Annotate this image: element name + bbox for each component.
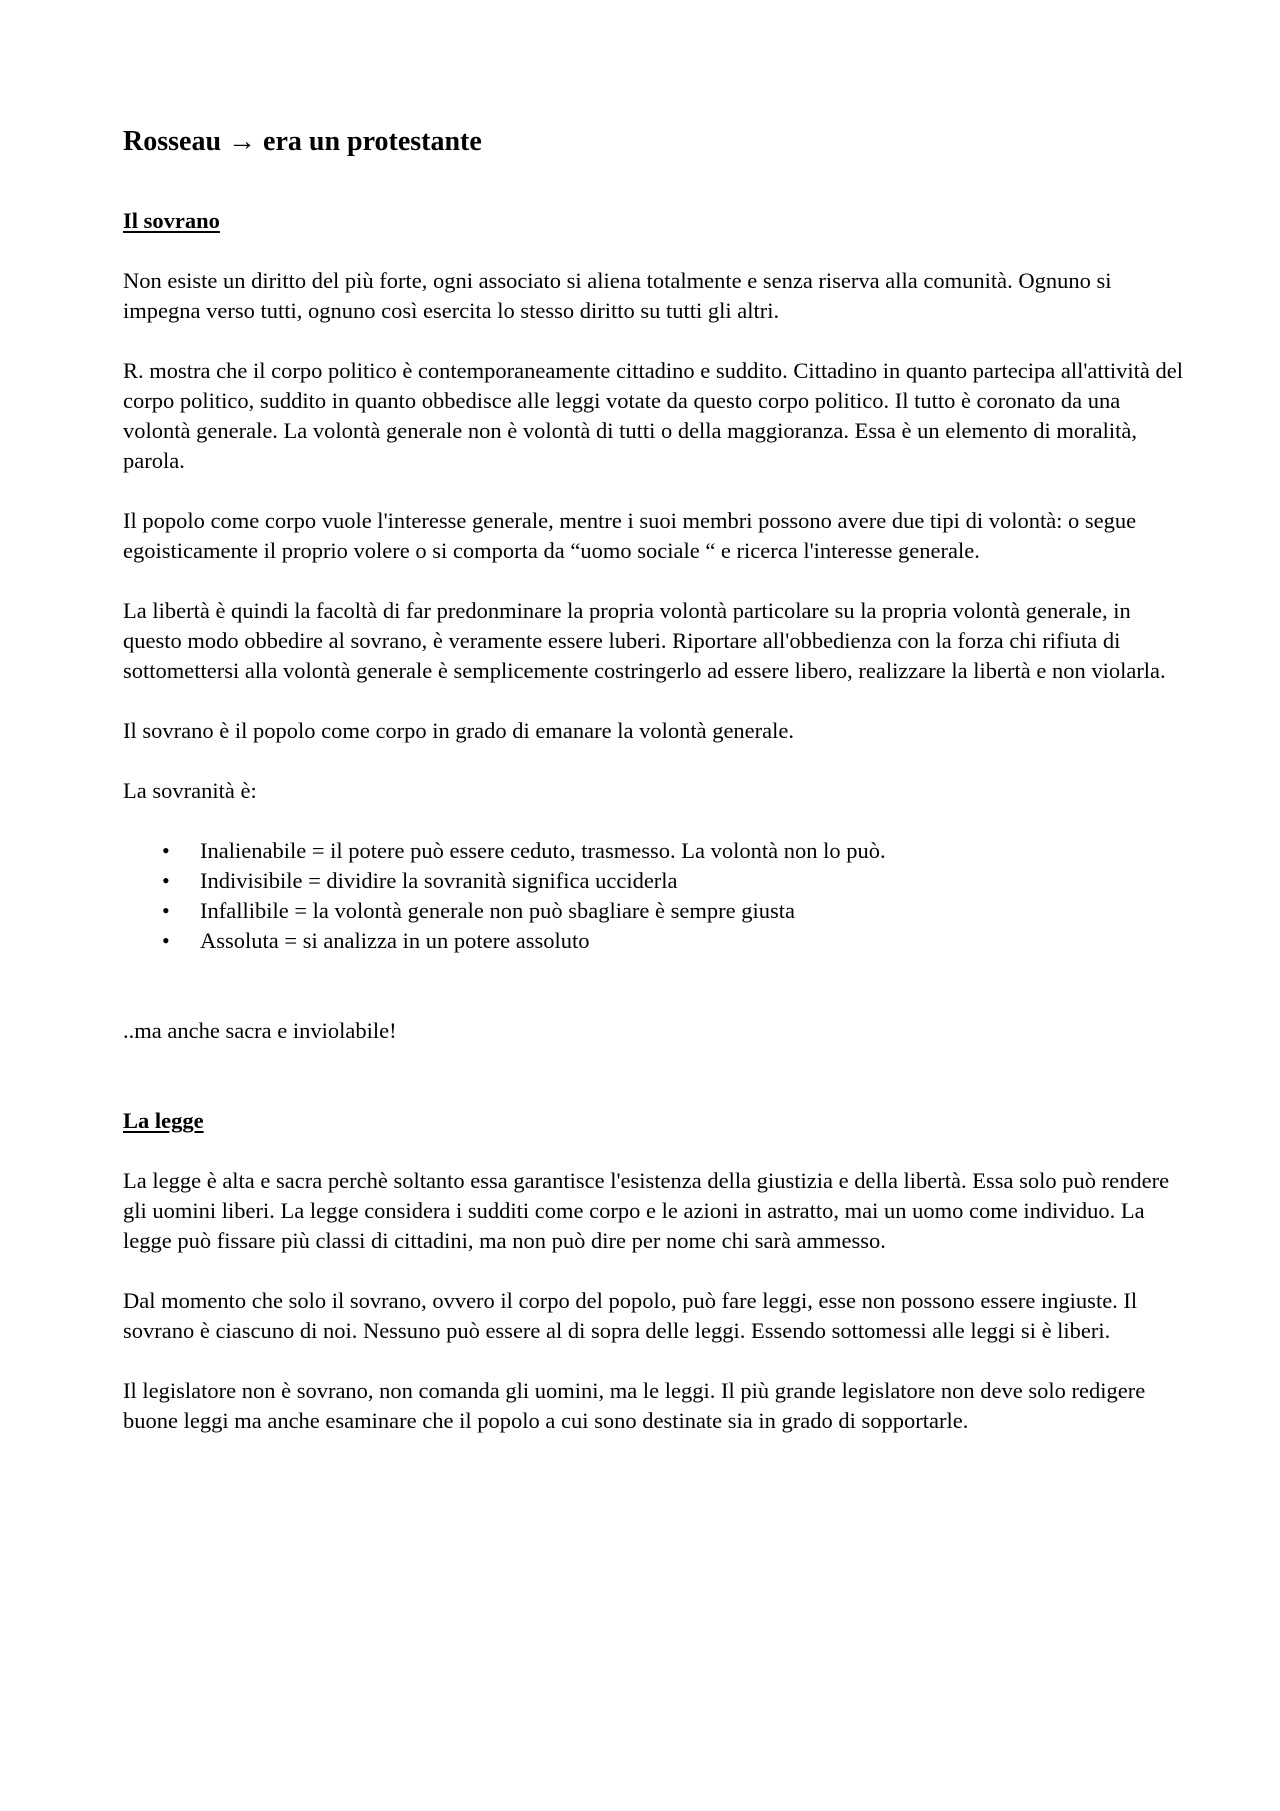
list-item-text: Indivisibile = dividire la sovranità significa ucciderla [200, 868, 678, 893]
list-item [123, 926, 1183, 956]
document-title: Rosseau → era un protestante [123, 126, 482, 157]
sovereignty-list [123, 836, 1183, 956]
list-item-text: Assoluta = si analizza in un potere assoluto [200, 928, 590, 953]
paragraph: R. mostra che il corpo politico è contemporaneamente cittadino e suddito. Cittadino in quanto partecipa all'attività del corpo politico, suddito in quanto obbedisce alle leggi votate da questo corpo politico. Il tutto è coronato da una volontà generale. La volontà generale non è volontà di tutti o della maggioranza. Essa è un elemento di moralità, parola. [123, 358, 1183, 473]
paragraph: La legge è alta e sacra perchè soltanto essa garantisce l'esistenza della giustizia e della libertà. Essa solo può rendere gli uomini liberi. La legge considera i sudditi come corpo e le azioni in astratto, mai un uomo come individuo. La legge può fissare più classi di cittadini, ma non può dire per nome chi sarà ammesso. [123, 1168, 1170, 1253]
bullet-icon: • [162, 928, 170, 953]
list-item [123, 836, 1183, 866]
bullet-icon: • [162, 898, 170, 923]
list-item [123, 866, 1183, 896]
closing-line: ..ma anche sacra e inviolabile! [123, 1018, 397, 1043]
paragraph: Il sovrano è il popolo come corpo in grado di emanare la volontà generale. [123, 718, 795, 743]
document-content [123, 122, 1183, 1436]
section-heading-la-legge: La legge [123, 1108, 204, 1133]
list-item-text: Inalienabile = il potere può essere ceduto, trasmesso. La volontà non lo può. [200, 838, 886, 863]
paragraph: La libertà è quindi la facoltà di far predonminare la propria volontà particolare su la propria volontà generale, in questo modo obbedire al sovrano, è veramente essere luberi. Riportare all'obbedienza con la forza chi rifiuta di sottomettersi alla volontà generale è semplicemente costringerlo ad essere libero, realizzare la libertà e non violarla. [123, 598, 1166, 683]
paragraph: Il popolo come corpo vuole l'interesse generale, mentre i suoi membri possono avere due tipi di volontà: o segue egoisticamente il proprio volere o si comporta da “uomo sociale “ e ricerca l'interesse generale. [123, 508, 1137, 563]
bullet-icon: • [162, 868, 170, 893]
paragraph: Non esiste un diritto del più forte, ogni associato si aliena totalmente e senza riserva alla comunità. Ognuno si impegna verso tutti, ognuno così esercita lo stesso diritto su tutti gli altri. [123, 268, 1112, 323]
bullet-icon: • [162, 838, 170, 863]
paragraph: Il legislatore non è sovrano, non comanda gli uomini, ma le leggi. Il più grande legislatore non deve solo redigere buone leggi ma anche esaminare che il popolo a cui sono destinate sia in grado di sopportarle. [123, 1378, 1146, 1433]
paragraph: La sovranità è: [123, 778, 257, 803]
list-item-text: Infallibile = la volontà generale non può sbagliare è sempre giusta [200, 898, 795, 923]
list-item [123, 896, 1183, 926]
section-heading-il-sovrano: Il sovrano [123, 208, 220, 233]
paragraph: Dal momento che solo il sovrano, ovvero il corpo del popolo, può fare leggi, esse non possono essere ingiuste. Il sovrano è ciascuno di noi. Nessuno può essere al di sopra delle leggi. Essendo sottomessi alle leggi si è liberi. [123, 1288, 1138, 1343]
